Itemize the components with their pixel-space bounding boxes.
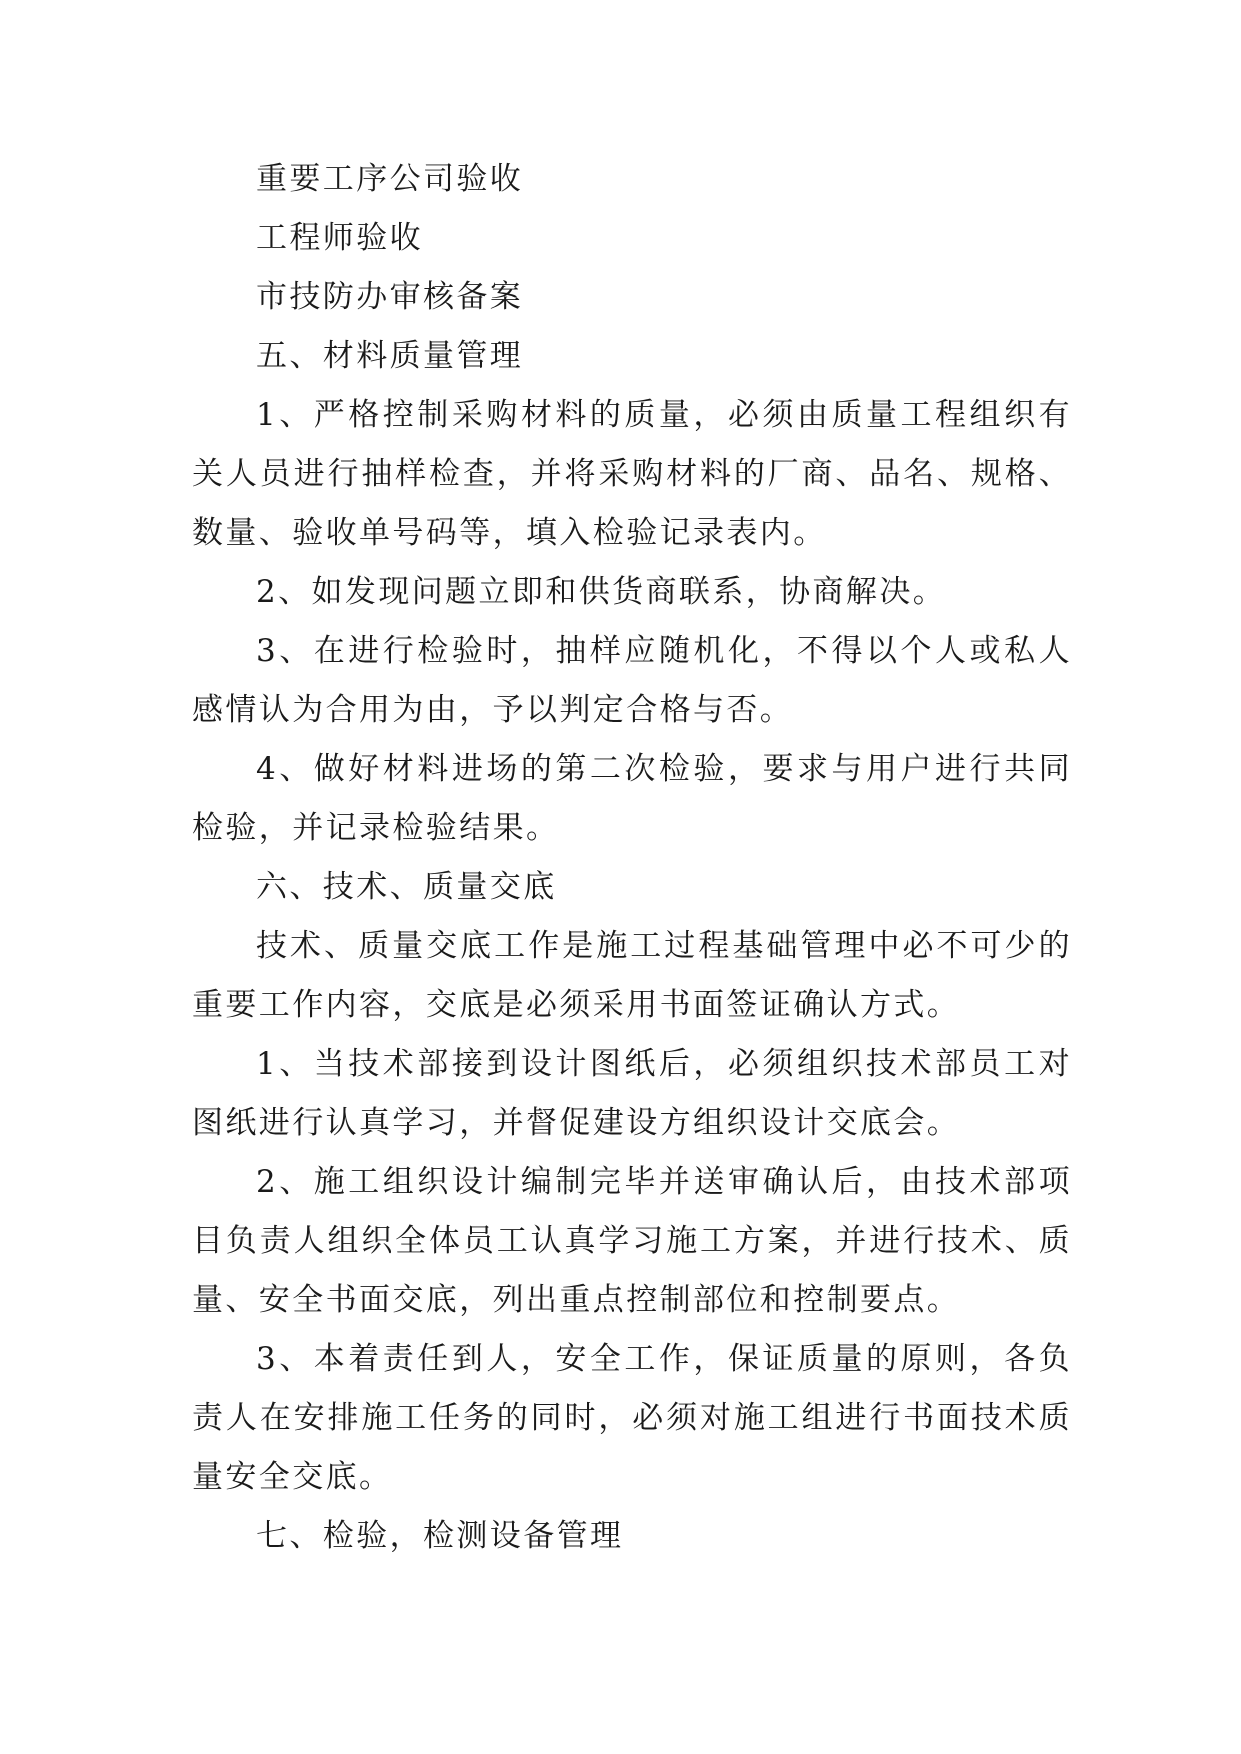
paragraph: 4、做好材料进场的第二次检验，要求与用户进行共同检验，并记录检验结果。 [192,751,1072,846]
paragraph: 2、施工组织设计编制完毕并送审确认后，由技术部项目负责人组织全体员工认真学习施工方案，并进行技术、质量、安全书面交底，列出重点控制部位和控制要点。 [192,1164,1072,1318]
paragraph: 3、本着责任到人，安全工作，保证质量的原则，各负责人在安排施工任务的同时，必须对施工组进行书面技术质量安全交底。 [192,1341,1072,1495]
paragraph-line: 工程师验收 [256,220,423,256]
paragraph: 1、严格控制采购材料的质量，必须由质量工程组织有关人员进行抽样检查，并将采购材料的厂商、品名、规格、数量、验收单号码等，填入检验记录表内。 [192,397,1072,551]
section-heading: 六、技术、质量交底 [256,869,557,905]
paragraph-line: 市技防办审核备案 [256,279,524,315]
paragraph: 2、如发现问题立即和供货商联系，协商解决。 [256,574,947,610]
document-body [192,150,1072,1566]
section-heading: 七、检验，检测设备管理 [256,1518,624,1554]
paragraph: 1、当技术部接到设计图纸后，必须组织技术部员工对图纸进行认真学习，并督促建设方组织设计交底会。 [192,1046,1072,1141]
paragraph: 技术、质量交底工作是施工过程基础管理中必不可少的重要工作内容，交底是必须采用书面签证确认方式。 [192,928,1072,1023]
section-heading: 五、材料质量管理 [256,338,524,374]
paragraph: 3、在进行检验时，抽样应随机化，不得以个人或私人感情认为合用为由，予以判定合格与否。 [192,633,1072,728]
paragraph-line: 重要工序公司验收 [256,161,524,197]
